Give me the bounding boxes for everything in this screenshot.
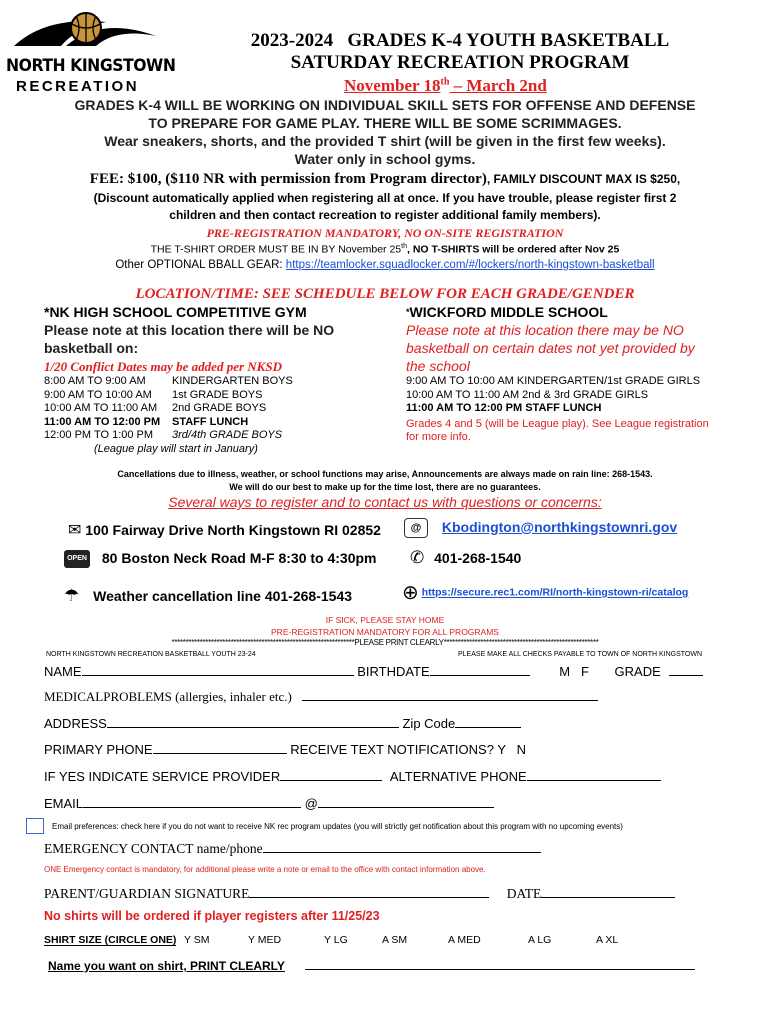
prereg-note: PRE-REGISTRATION MANDATORY, NO ON-SITE REGISTRATION [206,226,564,240]
gear-link[interactable]: https://teamlocker.squadlocker.com/#/lockers/north-kingstown-basketball [285,259,655,271]
logo [6,6,176,98]
contact-weather: ☂ Weather cancellation line 401-268-1543 [64,586,353,605]
birthdate-field[interactable] [430,663,530,676]
contact-heading: Several ways to register and to contact us with questions or concerns: [168,494,602,510]
shirt-size-option[interactable]: A XL [596,934,619,946]
shirt-size-option[interactable]: A LG [528,934,552,946]
text-notification-choice[interactable]: RECEIVE TEXT NOTIFICATIONS? Y N [290,742,526,757]
signature-field[interactable] [249,885,489,898]
grade-field[interactable] [669,663,703,676]
contact-email [404,518,677,538]
location-heading: LOCATION/TIME: SEE SCHEDULE BELOW FOR EACH GRADE/GENDER [135,286,635,302]
medical-field[interactable] [302,688,598,701]
tshirt-note: THE T-SHIRT ORDER MUST BE IN BY November 25th, NO T-SHIRTS will be ordered after Nov 25 [150,243,620,256]
shirt-size-option[interactable]: Y SM [184,934,210,946]
date-field[interactable] [541,885,675,898]
shirt-size-option[interactable]: A SM [382,934,408,946]
shirt-size-label: SHIRT SIZE (CIRCLE ONE) [44,934,177,946]
form-program-name: NORTH KINGSTOWN RECREATION BASKETBALL YOUTH 23-24 [46,651,256,658]
globe-icon: ⊕ [402,582,419,604]
catalog-link[interactable]: https://secure.rec1.com/RI/north-kingstown-ri/catalog [421,586,689,599]
form-row-address: ADDRESS Zip Code [44,715,521,731]
address-field[interactable] [107,715,399,728]
name-field[interactable] [82,663,354,676]
header [180,30,740,74]
emergency-note: ONE Emergency contact is mandatory, for additional please write a note or email to the office with contact information above. [44,865,486,874]
email-icon: @ [404,518,428,538]
schedule-row: 8:00 AM TO 9:00 AM KINDERGARTEN BOYS [44,375,293,387]
schedule-left [44,375,394,456]
phone-icon: ✆ [410,548,425,567]
league-note: Grades 4 and 5 (will be League play). See League registration for more info. [406,417,709,443]
gear-note: Other OPTIONAL BBALL GEAR: https://teamlocker.squadlocker.com/#/lockers/north-kingstown-basketball [115,259,655,271]
location-note: Please note at this location there will be NO basketball on: [44,322,335,356]
program-dates: November 18th – March 2nd [344,76,547,95]
form-row-provider: IF YES INDICATE SERVICE PROVIDER ALTERNATIVE PHONE [44,768,661,784]
fee-line: FEE: $100, ($110 NR with permission from Program director), FAMILY DISCOUNT MAX IS $250, [89,171,681,187]
shirt-name-field[interactable] [305,957,695,970]
schedule-row: 10:00 AM TO 11:00 AM 2nd GRADE BOYS [44,402,267,414]
open-sign-icon: OPEN [64,550,90,568]
form-row-emergency: EMERGENCY CONTACT name/phone [44,840,541,857]
location-right [406,304,746,445]
intro [20,96,750,168]
email-preferences-note: Email preferences: check here if you do not want to receive NK rec program updates (you will strictly get notification about this program with no upcoming events) [52,822,623,831]
gender-choice[interactable]: M F [559,664,589,679]
location-note: Please note at this location there may be NO basketball on certain dates not yet provided by the school [406,322,695,374]
location-title: *WICKFORD MIDDLE SCHOOL [406,304,608,320]
email-optout-checkbox[interactable] [26,818,44,834]
schedule-row: 9:00 AM TO 10:00 AM 1st GRADE BOYS [44,388,263,401]
logo-bottom-text: RECREATION [16,78,140,95]
page-subtitle: SATURDAY RECREATION PROGRAM [290,52,630,73]
checks-payable-note: PLEASE MAKE ALL CHECKS PAYABLE TO TOWN OF NORTH KINGSTOWN [458,651,703,658]
shirt-size-option[interactable]: Y LG [324,934,348,946]
contact-phone: ✆ 401-268-1540 [410,548,522,567]
provider-field[interactable] [280,768,382,781]
page-title: 2023-2024 GRADES K-4 YOUTH BASKETBALL [250,30,670,51]
shirt-size-underline [44,945,176,946]
shirt-deadline-note: No shirts will be ordered if player registers after 11/25/23 [44,909,380,923]
league-start-note: (League play will start in January) [94,442,258,455]
schedule-row: 10:00 AM TO 11:00 AM 2nd & 3rd GRADE GIRLS [406,388,649,401]
shirt-size-option[interactable]: A MED [448,934,481,946]
location-title: *NK HIGH SCHOOL COMPETITIVE GYM [44,304,307,320]
emergency-field[interactable] [263,840,541,853]
schedule-right [406,375,746,416]
intro-line: GRADES K-4 WILL BE WORKING ON INDIVIDUAL SKILL SETS FOR OFFENSE AND DEFENSE [74,97,696,113]
discount-note: (Discount automatically applied when registering all at once. If you have trouble, please register first 2 children and then contact recreation to register additional family members). [93,191,677,222]
form-row-phone: PRIMARY PHONE RECEIVE TEXT NOTIFICATIONS? Y N [44,742,526,757]
contact-web [402,580,688,605]
shirt-size-option[interactable]: Y MED [248,934,282,946]
schedule-row: 12:00 PM TO 1:00 PM 3rd/4th GRADE BOYS [44,429,283,441]
envelope-icon: ✉ [68,522,82,539]
email-link[interactable]: Kbodington@northkingstownri.gov [441,518,678,535]
zip-field[interactable] [455,715,521,728]
conflict-note: 1/20 Conflict Dates may be added per NKSD [44,359,282,374]
email-user-field[interactable] [83,795,301,808]
cancellation-note: Cancellations due to illness, weather, or school functions may arise, Announcements are always made on rain line: 268-1543. We will do our best to make up for the time lost, there are no guarantees. [117,469,653,492]
schedule-row: 9:00 AM TO 10:00 AM KINDERGARTEN/1st GRADE GIRLS [406,375,701,387]
email-domain-field[interactable] [318,795,494,808]
logo-top-text: NORTH KINGSTOWN [6,56,176,76]
form-row-medical: MEDICALPROBLEMS (allergies, inhaler etc.) [44,688,598,705]
weather-icon: ☂ [64,586,80,605]
shirt-size-options [184,934,636,946]
notice: IF SICK, PLEASE STAY HOME PRE-REGISTRATION MANDATORY FOR ALL PROGRAMS [271,615,499,637]
schedule-row: 11:00 AM TO 12:00 PM STAFF LUNCH [44,415,249,428]
alt-phone-field[interactable] [527,768,661,781]
intro-line: Water only in school gyms. [294,151,476,167]
form-row-shirt-name: Name you want on shirt, PRINT CLEARLY [48,957,695,973]
intro-line: TO PREPARE FOR GAME PLAY. THERE WILL BE SOME SCRIMMAGES. [148,115,622,131]
form-row-signature: PARENT/GUARDIAN SIGNATURE DATE [44,885,675,902]
intro-line: Wear sneakers, shorts, and the provided T shirt (will be given in the first few weeks). [104,133,666,149]
contact-office: OPEN 80 Boston Neck Road M-F 8:30 to 4:30pm [64,550,377,568]
primary-phone-field[interactable] [153,741,287,754]
schedule-row: 11:00 AM TO 12:00 PM STAFF LUNCH [406,402,602,414]
form-row-name: NAME BIRTHDATE M F GRADE [44,663,703,679]
form-row-email: EMAIL @ [44,795,494,811]
location-left [44,304,394,456]
print-banner: *****************************************************************PLEASE PRINT CLEARLY******************************************************* [171,638,599,647]
contact-address: ✉ 100 Fairway Drive North Kingstown RI 02852 [68,522,381,539]
